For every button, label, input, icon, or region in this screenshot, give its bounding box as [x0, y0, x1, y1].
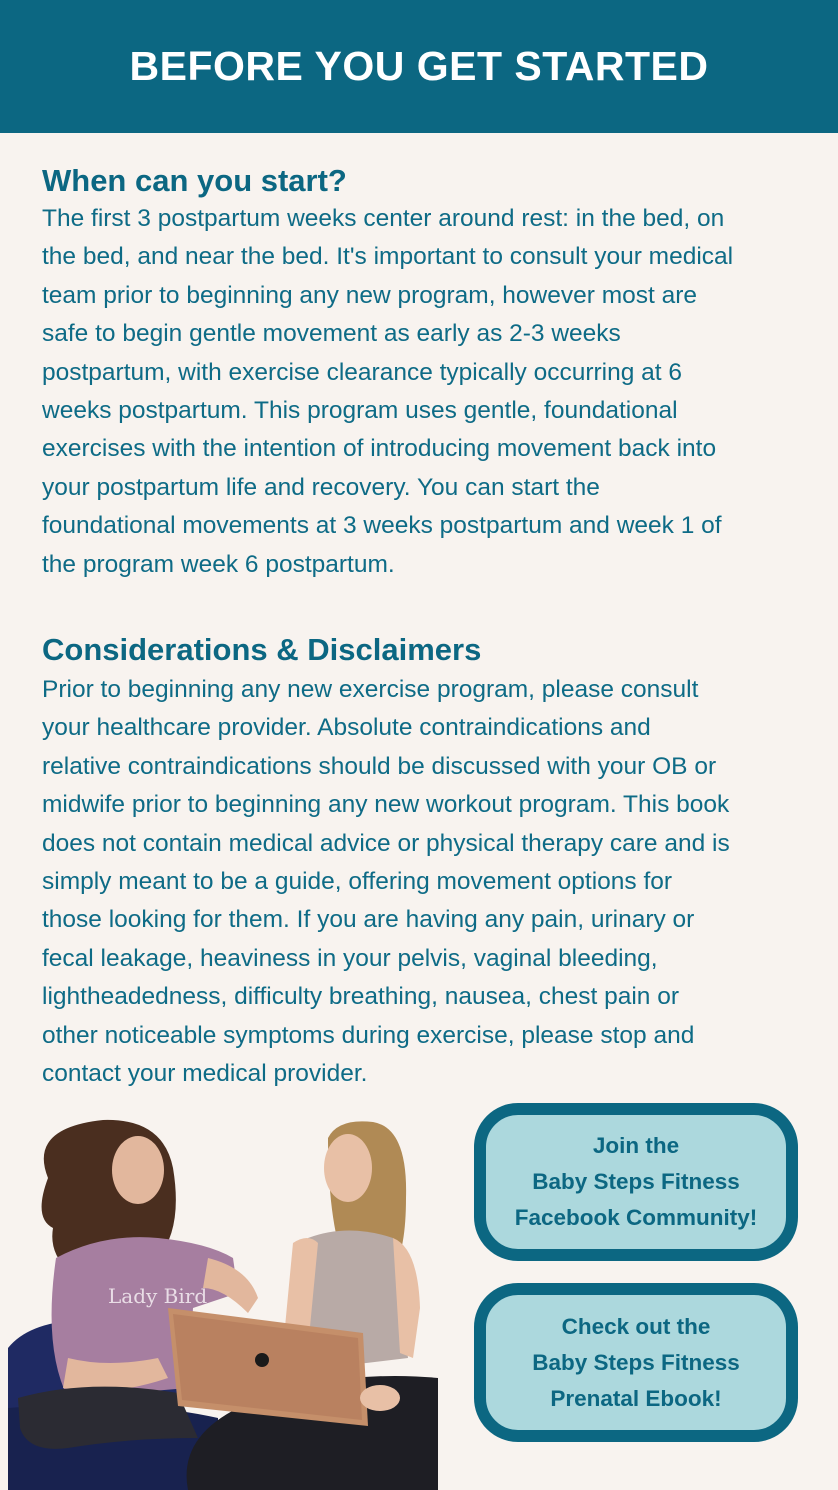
- body-line: the program week 6 postpartum.: [42, 550, 395, 578]
- considerations-section: [42, 631, 812, 1093]
- cta-line: Join the: [592, 1133, 680, 1158]
- body-line: foundational movements at 3 weeks postpartum and week 1 of: [42, 512, 722, 540]
- page-header: [0, 0, 838, 133]
- body-line: midwife prior to beginning any new workout program. This book: [42, 791, 730, 819]
- two-women-laptop-photo: [8, 1108, 438, 1490]
- body-line: The first 3 postpartum weeks center around rest: in the bed, on: [42, 205, 725, 232]
- body-line: your healthcare provider. Absolute contraindications and: [42, 714, 651, 742]
- page-title: BEFORE YOU GET STARTED: [129, 43, 709, 89]
- body-line: the bed, and near the bed. It's important to consult your medical: [42, 243, 734, 271]
- join-facebook-community-button[interactable]: [474, 1103, 798, 1261]
- section-body: [42, 671, 812, 1093]
- body-line: weeks postpartum. This program uses gentle, foundational: [42, 397, 678, 425]
- body-line: safe to begin gentle movement as early as 2-3 weeks: [42, 320, 621, 348]
- cta-line: Baby Steps Fitness: [532, 1169, 740, 1194]
- body-line: exercises with the intention of introducing movement back into: [42, 435, 717, 463]
- shirt-logo-text: Lady Bird: [108, 1284, 208, 1308]
- cta-line: Check out the: [561, 1313, 711, 1339]
- body-line: relative contraindications should be discussed with your OB or: [42, 752, 717, 780]
- body-line: does not contain medical advice or physical therapy care and is: [42, 829, 730, 857]
- body-line: those looking for them. If you are having any pain, urinary or: [42, 906, 695, 934]
- section-body: [42, 200, 812, 584]
- body-line: simply meant to be a guide, offering movement options for: [42, 868, 673, 896]
- section-heading: When can you start?: [42, 163, 347, 198]
- when-can-you-start-section: [42, 162, 812, 584]
- body-line: your postpartum life and recovery. You can start the: [42, 473, 600, 501]
- body-line: lightheadedness, difficulty breathing, nausea, chest pain or: [42, 983, 679, 1011]
- body-line: other noticeable symptoms during exercise, please stop and: [42, 1021, 695, 1049]
- body-line: contact your medical provider.: [42, 1060, 368, 1088]
- cta-line: Prenatal Ebook!: [550, 1385, 722, 1411]
- section-heading: Considerations & Disclaimers: [42, 632, 482, 667]
- body-line: Prior to beginning any new exercise program, please consult: [42, 676, 699, 703]
- body-line: fecal leakage, heaviness in your pelvis, vaginal bleeding,: [42, 944, 658, 972]
- cta-line: Facebook Community!: [514, 1205, 758, 1230]
- cta-line: Baby Steps Fitness: [532, 1349, 740, 1375]
- body-line: postpartum, with exercise clearance typically occurring at 6: [42, 358, 683, 386]
- prenatal-ebook-button[interactable]: [474, 1283, 798, 1442]
- body-line: team prior to beginning any new program, however most are: [42, 281, 698, 309]
